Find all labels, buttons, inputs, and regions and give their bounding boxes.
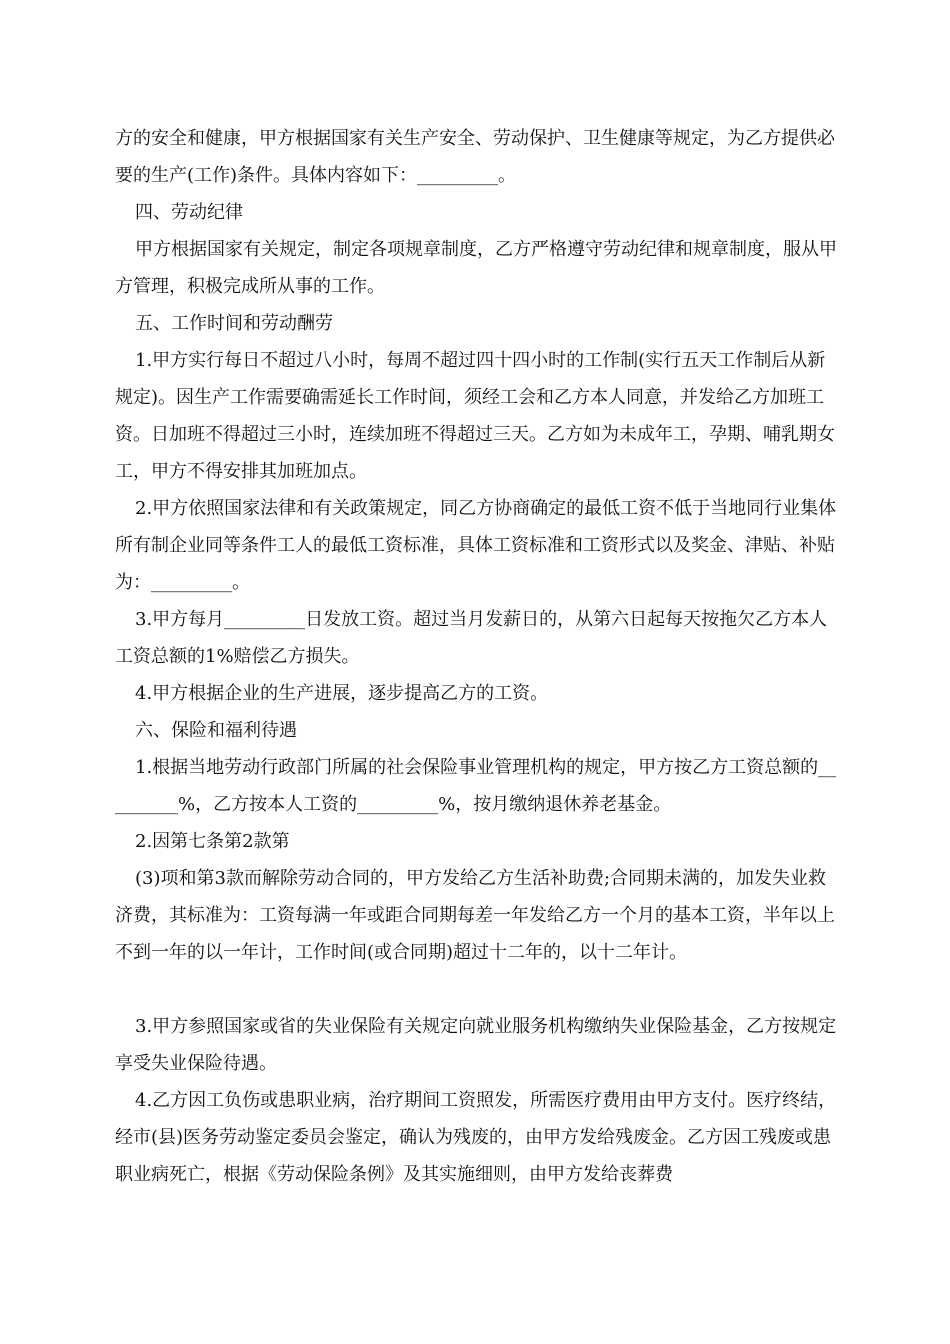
- paragraph-wage-increase: 4.甲方根据企业的生产进展，逐步提高乙方的工资。: [135, 683, 549, 704]
- document-body: [115, 120, 840, 1193]
- paragraph-minimum-wage: 2.甲方依照国家法律和有关政策规定，同乙方协商确定的最低工资不低于当地同行业集体所有制企业同等条件工人的最低工资标准，具体工资标准和工资形式以及奖金、津贴、补贴为：_________。: [115, 498, 837, 593]
- paragraph-unemployment-insurance: 3.甲方参照国家或省的失业保险有关规定向就业服务机构缴纳失业保险基金，乙方按规定享受失业保险待遇。: [115, 1016, 837, 1074]
- paragraph-discipline: 甲方根据国家有关规定，制定各项规章制度，乙方严格遵守劳动纪律和规章制度，服从甲方管理，积极完成所从事的工作。: [115, 239, 837, 297]
- paragraph-termination-subsidy: (3)项和第3款而解除劳动合同的，甲方发给乙方生活补助费;合同期未满的，加发失业救济费，其标准为：工资每满一年或距合同期每差一年发给乙方一个月的基本工资，半年以上不到一年的以一年计，工作时间(或合同期)超过十二年的，以十二年计。: [115, 868, 835, 963]
- heading-labor-discipline: 四、劳动纪律: [135, 202, 243, 223]
- paragraph-work-injury: 4.乙方因工负伤或患职业病，治疗期间工资照发，所需医疗费用由甲方支付。医疗终结，经市(县)医务劳动鉴定委员会鉴定，确认为残废的，由甲方发给残废金。乙方因工残废或患职业病死亡，根据《劳动保险条例》及其实施细则，由甲方发给丧葬费: [115, 1090, 837, 1185]
- paragraph-safety-conditions: 方的安全和健康，甲方根据国家有关生产安全、劳动保护、卫生健康等规定，为乙方提供必要的生产(工作)条件。具体内容如下：_________。: [115, 128, 835, 186]
- paragraph-work-hours: 1.甲方实行每日不超过八小时，每周不超过四十四小时的工作制(实行五天工作制后从新规定)。因生产工作需要确需延长工作时间，须经工会和乙方本人同意，并发给乙方加班工资。日加班不得超过三小时，连续加班不得超过三天。乙方如为未成年工，孕期、哺乳期女工，甲方不得安排其加班加点。: [115, 350, 835, 482]
- paragraph-article-reference: 2.因第七条第2款第: [135, 831, 290, 852]
- paragraph-pension: 1.根据当地劳动行政部门所属的社会保险事业管理机构的规定，甲方按乙方工资总额的_________%，乙方按本人工资的_________%，按月缴纳退休养老基金。: [115, 757, 837, 815]
- heading-insurance-welfare: 六、保险和福利待遇: [135, 720, 297, 741]
- paragraph-gap: [115, 971, 840, 1008]
- paragraph-pay-day: 3.甲方每月_________日发放工资。超过当月发薪日的，从第六日起每天按拖欠乙方本人工资总额的1%赔偿乙方损失。: [115, 609, 828, 667]
- heading-work-time-pay: 五、工作时间和劳动酬劳: [135, 313, 333, 334]
